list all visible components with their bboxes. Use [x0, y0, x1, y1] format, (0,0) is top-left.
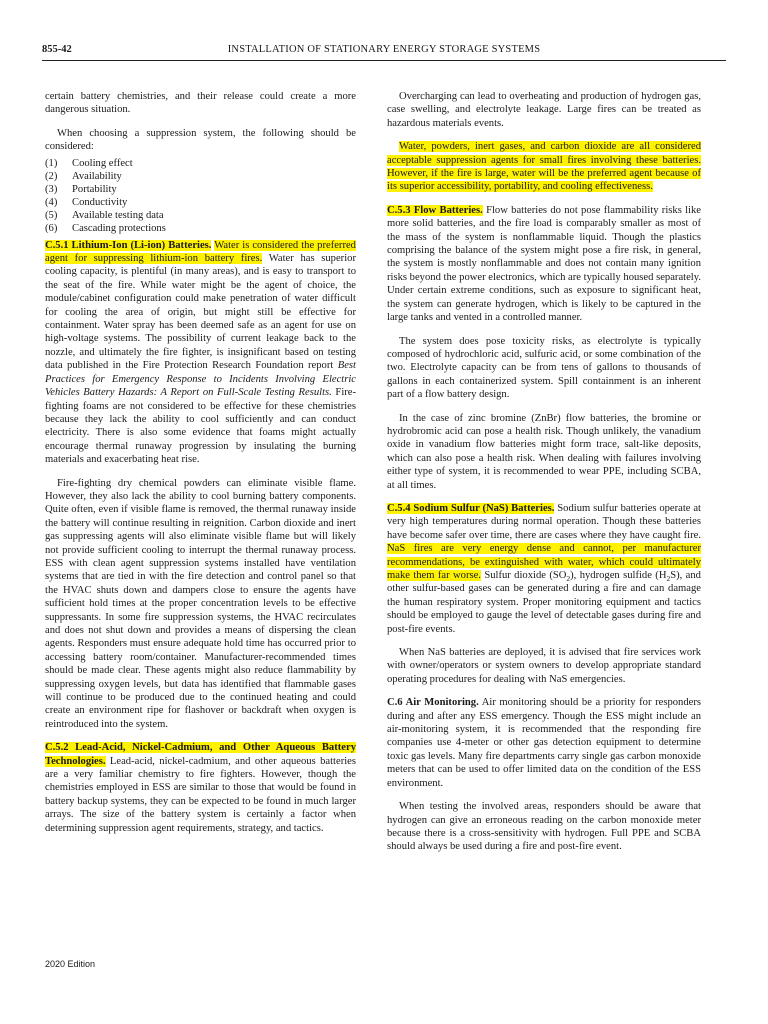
paragraph: certain battery chemistries, and their release could create a more dangerous situation.: [45, 91, 356, 116]
section-heading: C.6 Air Monitoring.: [387, 697, 479, 709]
list-item: [45, 157, 356, 170]
list-number: (2): [45, 170, 58, 182]
list-item: [45, 222, 356, 235]
highlighted-text: Water, powders, inert gases, and carbon dioxide are all considered acceptable suppression agents for small fires involving these batteries. However, if the fire is large, water will be the preferred agent because of its superior accessibility, portability, and cooling effectiveness.: [387, 141, 701, 193]
list-item: [45, 209, 356, 222]
paragraph: When testing the involved areas, responders should be aware that hydrogen can give an erroneous reading on the carbon monoxide meter because there is a cross-sensitivity with hydrogen. Full PPE and SCBA should always be used during a fire and post-fire event.: [387, 801, 701, 853]
highlighted-text: Water is considered the preferred agent for suppressing lithium-ion battery fires.: [45, 239, 356, 265]
list-number: (1): [45, 157, 58, 169]
paragraph: Fire-fighting dry chemical powders can eliminate visible flame. However, they also lack the ability to cool burning battery components. Quite often, even if visible flame is removed, the thermal runaway inside the battery will continue resulting in reignition. Carbon dioxide and inert gas suppressing agents will also eliminate visible flame but will likely not provide sufficient cooling to interrupt the thermal runaway process. ESS with clean agent suppression systems installed have ventilation systems that are tied in with the fire detection and control panel so that the HVAC shuts down and dampers close to ensure the agents have sufficient hold times at the proper concentration levels to be effective suppressants. In some fire suppression systems, the HVAC recirculates and does not shut down and provides a means of dispersing the clean agents. Responders must ensure adequate hold time has occurred prior to accessing battery room/container. Manufacturer-recommended times should be made clear. These agents might also reduce flammability by suppressing oxygen levels, but data has identified that flammable gases will continue to be produced due to the continued heating and could create an environment ripe for flashover or backdraft when oxygen is reintroduced into the system.: [45, 477, 356, 730]
list-item: [45, 170, 356, 183]
body-text: Lead-acid, nickel-cadmium, and other aqueous batteries are a very familiar chemistry to fire fighters. However, though the chemistries employed in ESS are similar to those that would be found in battery backup systems, they can be expected to be found in much larger arrays. The size of the battery system is certainly a factor when determining suppression agent requirements, strategy, and tactics.: [45, 755, 356, 834]
running-header: [42, 44, 726, 61]
list-number: (6): [45, 222, 58, 234]
section-heading: C.5.1 Lithium-Ion (Li-ion) Batteries.: [45, 239, 212, 251]
paragraph: When NaS batteries are deployed, it is advised that fire services work with owner/operators or system owners to develop appropriate standard operating procedures for dealing with NaS emergencies.: [387, 647, 701, 685]
list-text: Availability: [72, 170, 122, 182]
list-text: Portability: [72, 183, 117, 195]
highlighted-paragraph: [387, 140, 701, 194]
section-c6: [387, 696, 701, 790]
body-text: Sodium sulfur batteries operate at very high temperatures during normal operation. Though these batteries have become safer over time, there are cases where they have caught fire.: [387, 502, 701, 541]
section-c51: [45, 239, 356, 467]
body-text: ), hydrogen sulfide (H: [570, 570, 667, 581]
paragraph: When choosing a suppression system, the following should be considered:: [45, 127, 356, 153]
paragraph: The system does pose toxicity risks, as electrolyte is typically composed of hydrochloric acid, sulfuric acid, or some combination of the two. Electrolyte capacity can be from tens of gallons to thousands of gallons in each containerized system. Spill containment is an inherent part of a flow battery design.: [387, 335, 701, 401]
subscript: 2: [566, 574, 571, 584]
list-text: Available testing data: [72, 209, 164, 221]
list-text: Cascading protections: [72, 222, 166, 234]
list-number: (4): [45, 196, 58, 208]
body-text: Flow batteries do not pose flammability risks like more solid batteries, and the fire load is comparably smaller as most of the mass of the system is nonflammable liquid. Though the plastics comprising the balance of the system might pose a fire risk, in general, the system is mostly nonflammable and does not contain many ignition risks beyond the power electronics, which are typically housed separately. Under certain extreme conditions, such as exposure to significant heat, the system can generate hydrogen, which is likely to be captured in the large tanks and vented in a controlled manner.: [387, 204, 701, 324]
section-c53: [387, 204, 701, 325]
left-column: [45, 90, 356, 845]
list-number: (3): [45, 183, 58, 195]
section-heading: C.5.2 Lead-Acid, Nickel-Cadmium, and Other Aqueous Battery Technologies.: [45, 742, 356, 767]
page-number: 855-42: [42, 44, 72, 55]
running-title: INSTALLATION OF STATIONARY ENERGY STORAGE SYSTEMS: [227, 44, 541, 55]
list-item: [45, 183, 356, 196]
section-c52: [45, 741, 356, 835]
paragraph: Overcharging can lead to overheating and production of hydrogen gas, case swelling, and electrolyte leakage. Large fires can be treated as hazardous materials events.: [387, 91, 701, 129]
highlighted-text: NaS fires are very energy dense and cannot, per manufacturer recommendations, be extinguished with water, which could ultimately make them far worse.: [387, 543, 701, 581]
subscript: 2: [666, 574, 671, 584]
body-text: Fire-fighting foams are not considered to be effective for these chemistries because they lack the ability to cool sufficiently and can conduct electricity. There is also some evidence that foams might actually encourage thermal runaway progression by insulating the burning materials and exacerbating heat rise.: [45, 387, 357, 466]
paragraph: In the case of zinc bromine (ZnBr) flow batteries, the bromine or hydrobromic acid can pose a health risk. Though unlikely, the vanadium oxide in vanadium flow batteries might form trace, salt-like deposits, which can also pose a health risk. When dealing with failures involving either type of system, it is recommended to wear PPE, including SCBA, at all times.: [387, 412, 701, 491]
right-column: [387, 90, 701, 864]
body-text: Air monitoring should be a priority for responders during and after any ESS emergency. Though the ESS might include an air-monitoring system, it is recommended that the responding fire companies use 4-meter or other gas detection equipment to determine toxic gas levels. Many fire departments carry single gas carbon monoxide meters that can be used to offer limited data on the condition of the ESS environment.: [387, 697, 701, 789]
section-heading: C.5.4 Sodium Sulfur (NaS) Batteries.: [387, 502, 555, 514]
section-c54: [387, 502, 701, 636]
body-text: S), and other sulfur-based gases can be generated during a fire and can damage the human respiratory system. Proper monitoring equipment and tactics should be employed to gauge the level of detectable gases during fire and post-fire events.: [387, 570, 701, 635]
body-text: Sulfur dioxide (SO: [484, 570, 567, 581]
edition-footer: 2020 Edition: [45, 959, 96, 969]
considerations-list: [45, 157, 356, 235]
list-text: Conductivity: [72, 196, 128, 208]
list-text: Cooling effect: [72, 157, 133, 169]
report-title: Best Practices for Emergency Response to Incidents Involving Electric Vehicles Battery Hazards: A Report on Full-Scale Testing Results.: [45, 360, 356, 399]
list-number: (5): [45, 209, 58, 221]
list-item: [45, 196, 356, 209]
body-text: Water has superior cooling capacity, is plentiful (in many areas), and is easy to transport to the seat of the fire. While water might be the agent of choice, the module/cabinet configuration could make penetration of water difficult for cooling the area of origin, but might still be effective for containment. Water spray has been deemed safe as an agent for use on high-voltage systems. The possibility of current leakage back to the nozzle, and ultimately the fire fighter, is insignificant based on testing data published in the Fire Protection Research Foundation report: [45, 253, 356, 372]
section-heading: C.5.3 Flow Batteries.: [387, 204, 483, 216]
